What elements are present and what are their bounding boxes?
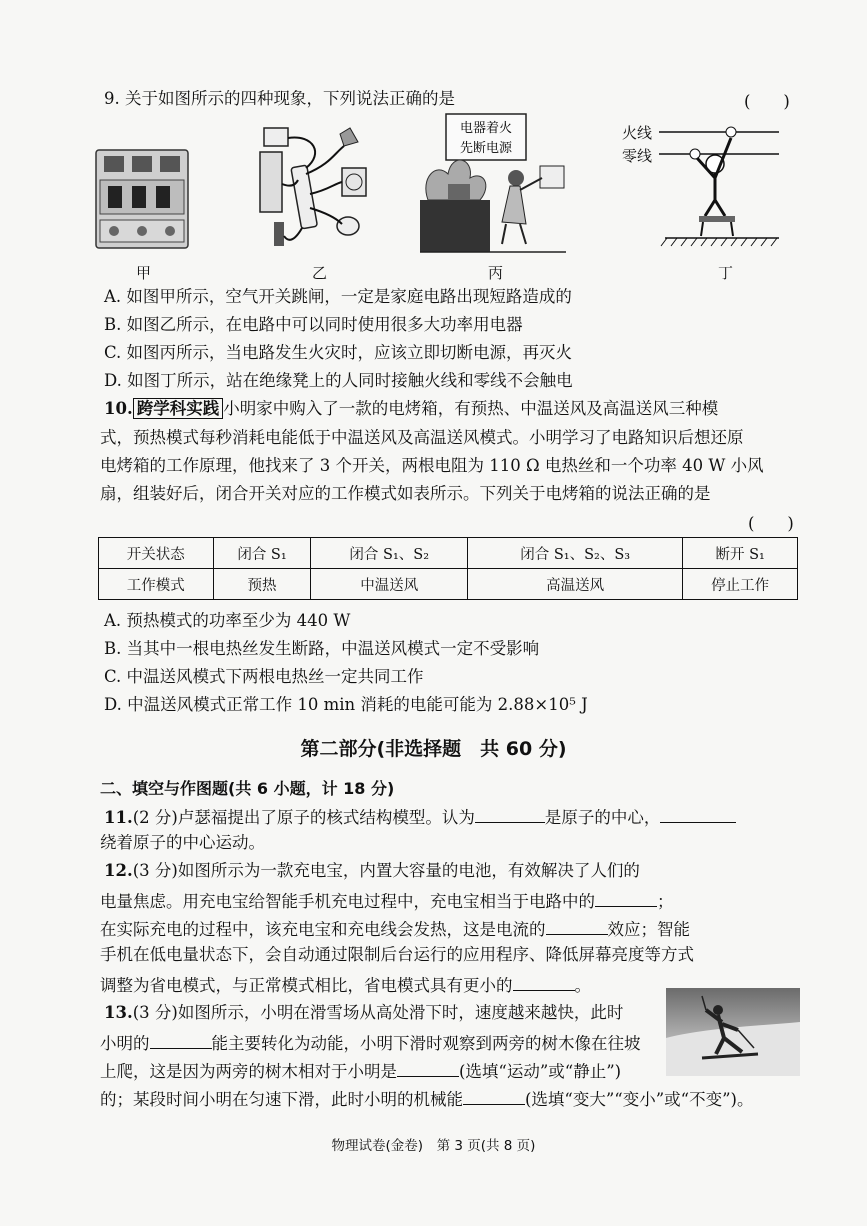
q12-line-1 (104, 860, 640, 882)
table-cell: 中温送风 (311, 569, 468, 600)
q9-option-c: C. 如图丙所示，当电路发生火灾时，应该立即切断电源，再灭火 (104, 343, 573, 362)
table-cell: 闭合 S₁、S₂、S₃ (468, 538, 683, 569)
circuit-breaker-figure (92, 146, 192, 252)
table-row (99, 538, 798, 569)
mode-table (98, 537, 798, 600)
q13-text-2b: 能主要转化为动能，小明下滑时观察到两旁的树木像在往坡 (211, 1034, 641, 1053)
section-title: 第二部分(非选择题 共 60 分) (300, 738, 567, 760)
sign-line-2: 先断电源 (459, 141, 513, 156)
q10-line-1 (104, 398, 718, 420)
q12-text-1: (3 分)如图所示为一款充电宝，内置大容量的电池，有效解决了人们的 (132, 861, 640, 880)
live-wire-label: 火线 (622, 124, 653, 142)
table-cell: 闭合 S₁、S₂ (311, 538, 468, 569)
fire-scene-figure (418, 112, 568, 254)
table-cell: 工作模式 (99, 569, 214, 600)
q12-text-2-end: ； (657, 892, 674, 911)
q11-blank-1[interactable] (475, 804, 545, 823)
q12-line-2 (100, 888, 674, 913)
q13-blank-3[interactable] (463, 1086, 525, 1105)
neutral-wire-label: 零线 (622, 147, 653, 165)
caption-ding: 丁 (718, 264, 734, 282)
q10-text-1: 小明家中购入了一款的电烤箱，有预热、中温送风及高温送风三种模 (223, 399, 719, 418)
q12-line-5 (100, 972, 591, 997)
caption-jia: 甲 (136, 264, 152, 282)
q9-answer-paren: ( ) (744, 92, 790, 111)
q11-text-c: 绕着原子的中心运动。 (100, 833, 265, 852)
q12-blank-2[interactable] (546, 916, 608, 935)
q12-line-4: 手机在低电量状态下，会自动通过限制后台运行的应用程序、降低屏幕亮度等方式 (100, 945, 694, 964)
skier-photo (666, 988, 800, 1076)
table-cell: 预热 (213, 569, 311, 600)
q9-stem: 9. 关于如图所示的四种现象，下列说法正确的是 (104, 89, 455, 108)
caption-yi: 乙 (312, 264, 328, 282)
table-cell: 断开 S₁ (683, 538, 798, 569)
q11-text-a: (2 分)卢瑟福提出了原子的核式结构模型。认为 (132, 808, 475, 827)
q10-number: 10. (104, 399, 133, 418)
q12-number: 12. (104, 861, 133, 880)
table-row (99, 569, 798, 600)
q13-line-4 (100, 1086, 754, 1111)
table-cell: 闭合 S₁ (213, 538, 311, 569)
q12-text-5b: 。 (574, 976, 591, 995)
q13-text-3a: 上爬，这是因为两旁的树木相对于小明是 (100, 1062, 397, 1081)
q12-text-2: 电量焦虑。用充电宝给智能手机充电过程中，充电宝相当于电路中的 (100, 892, 595, 911)
table-cell: 开关状态 (99, 538, 214, 569)
subsection-title: 二、填空与作图题(共 6 小题，计 18 分) (100, 779, 395, 798)
overloaded-strip-figure (244, 124, 384, 252)
q10-option-d: D. 中温送风模式正常工作 10 min 消耗的电能可能为 2.88×10⁵ J (104, 695, 588, 714)
caption-bing: 丙 (488, 264, 504, 282)
q12-text-3b: 效应；智能 (607, 920, 690, 939)
q10-answer-paren: ( ) (748, 514, 794, 533)
q12-blank-3[interactable] (513, 972, 575, 991)
q10-option-a: A. 预热模式的功率至少为 440 W (104, 611, 351, 630)
q13-number: 13. (104, 1003, 133, 1022)
table-cell: 停止工作 (683, 569, 798, 600)
q10-line-3: 电烤箱的工作原理，他找来了 3 个开关，两根电阻为 110 Ω 电热丝和一个功率 40 W 小风 (100, 456, 764, 475)
q12-text-5a: 调整为省电模式，与正常模式相比，省电模式具有更小的 (100, 976, 513, 995)
q13-text-4a: 的；某段时间小明在匀速下滑，此时小明的机械能 (100, 1090, 463, 1109)
page-footer: 物理试卷(金卷) 第 3 页(共 8 页) (331, 1138, 536, 1154)
table-cell: 高温送风 (468, 569, 683, 600)
insulated-stool-figure (655, 120, 785, 250)
interdisciplinary-tag: 跨学科实践 (133, 398, 224, 419)
q11-number: 11. (104, 808, 133, 827)
q9-option-a: A. 如图甲所示，空气开关跳闸，一定是家庭电路出现短路造成的 (104, 287, 572, 306)
q13-text-1: (3 分)如图所示，小明在滑雪场从高处滑下时，速度越来越快，此时 (132, 1003, 624, 1022)
q13-text-2a: 小明的 (100, 1034, 150, 1053)
q13-text-3b: (选填“运动”或“静止”) (459, 1062, 622, 1081)
q13-blank-2[interactable] (397, 1058, 459, 1077)
q10-option-b: B. 当其中一根电热丝发生断路，中温送风模式一定不受影响 (104, 639, 540, 658)
q13-line-1 (104, 1002, 623, 1024)
q13-blank-1[interactable] (150, 1030, 212, 1049)
q12-text-3a: 在实际充电的过程中，该充电宝和充电线会发热，这是电流的 (100, 920, 546, 939)
q10-line-2: 式，预热模式每秒消耗电能低于中温送风及高温送风模式。小明学习了电路知识后想还原 (100, 428, 744, 447)
q12-blank-1[interactable] (595, 888, 657, 907)
q9-option-b: B. 如图乙所示，在电路中可以同时使用很多大功率用电器 (104, 315, 523, 334)
q13-text-4b: (选填“变大”“变小”或“不变”)。 (525, 1090, 754, 1109)
sign-line-1: 电器着火 (459, 121, 513, 136)
q13-line-3 (100, 1058, 621, 1083)
q9-option-d: D. 如图丁所示，站在绝缘凳上的人同时接触火线和零线不会触电 (104, 371, 573, 390)
q11-text-b: 是原子的中心， (544, 808, 661, 827)
q10-option-c: C. 中温送风模式下两根电热丝一定共同工作 (104, 667, 424, 686)
q12-line-3 (100, 916, 690, 941)
q11-blank-2[interactable] (660, 804, 736, 823)
q10-line-4: 扇，组装好后，闭合开关对应的工作模式如表所示。下列关于电烤箱的说法正确的是 (100, 484, 711, 503)
q13-line-2 (100, 1030, 641, 1055)
q11-line-1 (104, 804, 736, 829)
